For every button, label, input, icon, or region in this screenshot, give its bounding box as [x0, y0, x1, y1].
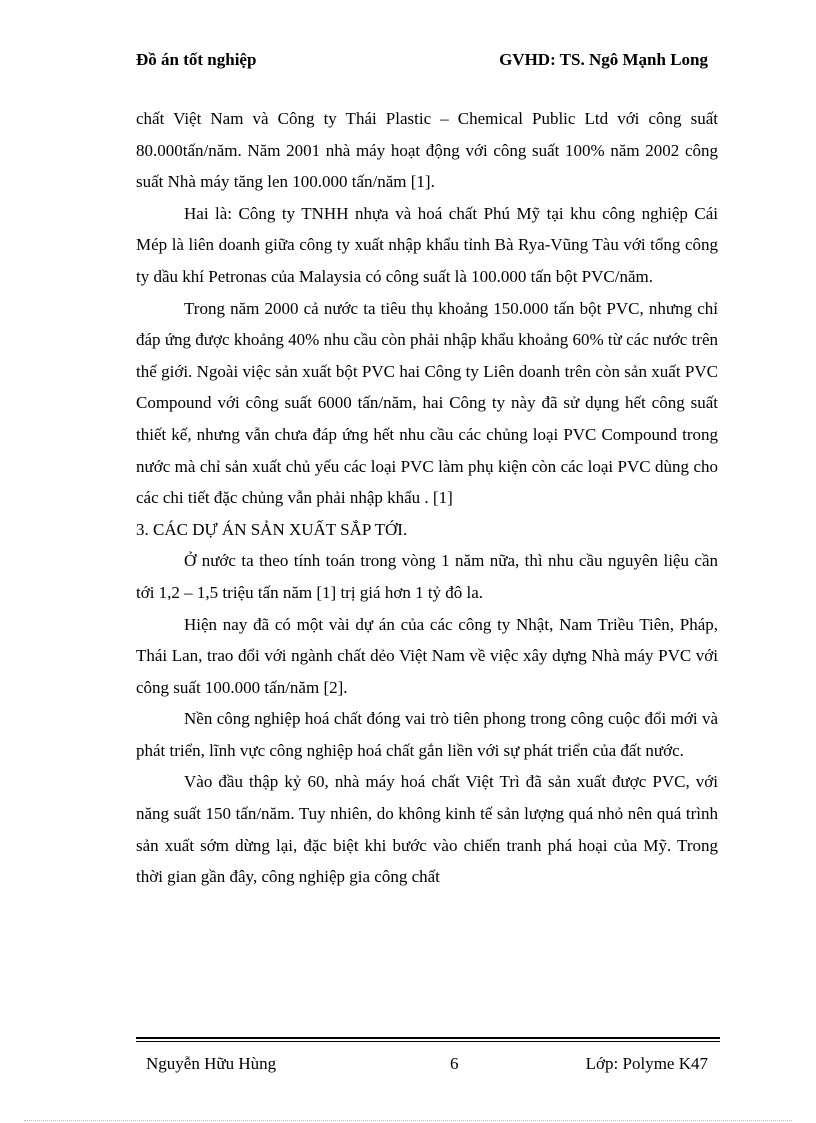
paragraph: Ở nước ta theo tính toán trong vòng 1 năm nữa, thì nhu cầu nguyên liệu cần tới 1,2 – 1,5 triệu tấn năm [1] trị giá hơn 1 tỷ đô la. — [136, 551, 718, 602]
author-name: Nguyễn Hữu Hùng — [146, 1054, 277, 1073]
page-edge-divider — [24, 1120, 792, 1121]
paragraph: Nền công nghiệp hoá chất đóng vai trò tiên phong trong công cuộc đổi mới và phát triển, lĩnh vực công nghiệp hoá chất gắn liền với sự phát triển của đất nước. — [136, 709, 718, 760]
paragraph: chất Việt Nam và Công ty Thái Plastic – Chemical Public Ltd với công suất 80.000tấn/năm. Năm 2001 nhà máy hoạt động với công suất 100% năm 2002 công suất Nhà máy tăng len 100.000 tấn/năm [1]. — [136, 109, 718, 192]
page-footer — [146, 1054, 708, 1076]
page-header — [136, 50, 708, 72]
main-content — [136, 103, 718, 893]
footer-divider — [136, 1037, 720, 1042]
paragraph: Vào đầu thập kỷ 60, nhà máy hoá chất Việt Trì đã sản xuất được PVC, với năng suất 150 tấn/năm. Tuy nhiên, do không kinh tế sản lượng quá nhỏ nên quá trình sản xuất sớm dừng lại, đặc biệt khi bước vào chiến tranh phá hoại của Mỹ. Trong thời gian gần đây, công nghiệp gia công chất — [136, 772, 718, 887]
section-heading: 3. CÁC DỰ ÁN SẢN XUẤT SẮP TỚI. — [136, 519, 408, 539]
paragraph: Hiện nay đã có một vài dự án của các công ty Nhật, Nam Triều Tiên, Pháp, Thái Lan, trao đổi với ngành chất dẻo Việt Nam về việc xây dựng Nhà máy PVC với công suất 100.000 tấn/năm [2]. — [136, 614, 718, 697]
supervisor-name: GVHD: TS. Ngô Mạnh Long — [499, 50, 708, 69]
paragraph: Hai là: Công ty TNHH nhựa và hoá chất Phú Mỹ tại khu công nghiệp Cái Mép là liên doanh giữa công ty xuất nhập khẩu tỉnh Bà Rya-Vũng Tàu với tổng công ty dầu khí Petronas của Malaysia có công suất là 100.000 tấn bột PVC/năm. — [136, 203, 718, 286]
page-number: 6 — [450, 1054, 459, 1073]
class-name: Lớp: Polyme K47 — [585, 1054, 708, 1073]
document-type: Đồ án tốt nghiệp — [136, 50, 257, 69]
paragraph: Trong năm 2000 cả nước ta tiêu thụ khoảng 150.000 tấn bột PVC, nhưng chỉ đáp ứng được khoảng 40% nhu cầu còn phải nhập khẩu khoảng 60% từ các nước trên thế giới. Ngoài việc sản xuất bột PVC hai Công ty Liên doanh trên còn sản xuất PVC Compound với công suất 6000 tấn/năm, hai Công ty này đã sử dụng hết công suất thiết kế, nhưng vẫn chưa đáp ứng hết nhu cầu các chủng loại PVC Compound trong nước mà chỉ sản xuất chủ yếu các loại PVC làm phụ kiện còn các loại PVC dùng cho các chi tiết đặc chủng vẫn phải nhập khẩu . [1] — [136, 298, 718, 508]
